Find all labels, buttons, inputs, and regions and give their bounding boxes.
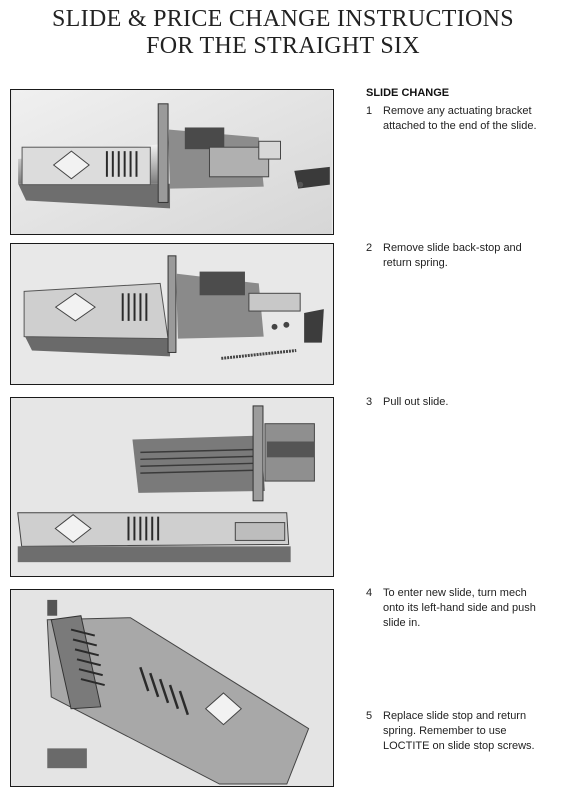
photo-step-1 [10,89,334,235]
step-text: Pull out slide. [383,396,449,408]
page-title [0,6,566,60]
title-line-2: FOR THE STRAIGHT SIX [146,33,420,59]
step-text: Remove any actuating bracket attached to the end of the slide. [383,105,537,132]
step-4 [366,586,556,650]
mechanism-illustration [11,90,333,234]
step-3 [366,395,556,413]
step-2 [366,241,556,273]
step-number: 3 [366,396,373,408]
mechanism-illustration [11,244,333,384]
step-text: Replace slide stop and return spring. Remember to use LOCTITE on slide stop screws. [383,710,535,752]
mechanism-illustration [11,398,333,576]
section-heading-slide-change: SLIDE CHANGE [366,87,450,99]
title-line-1: SLIDE & PRICE CHANGE INSTRUCTIONS [52,6,514,32]
step-text: To enter new slide, turn mech onto its left-hand side and push slide in. [383,587,536,629]
mechanism-illustration [11,590,333,786]
step-text: Remove slide back-stop and return spring. [383,242,522,269]
step-1 [366,104,556,152]
photo-step-4 [10,589,334,787]
step-number: 5 [366,710,373,722]
step-number: 4 [366,587,373,599]
step-5 [366,709,556,773]
step-number: 2 [366,242,373,254]
photo-step-3 [10,397,334,577]
photo-step-2 [10,243,334,385]
step-number: 1 [366,105,373,117]
